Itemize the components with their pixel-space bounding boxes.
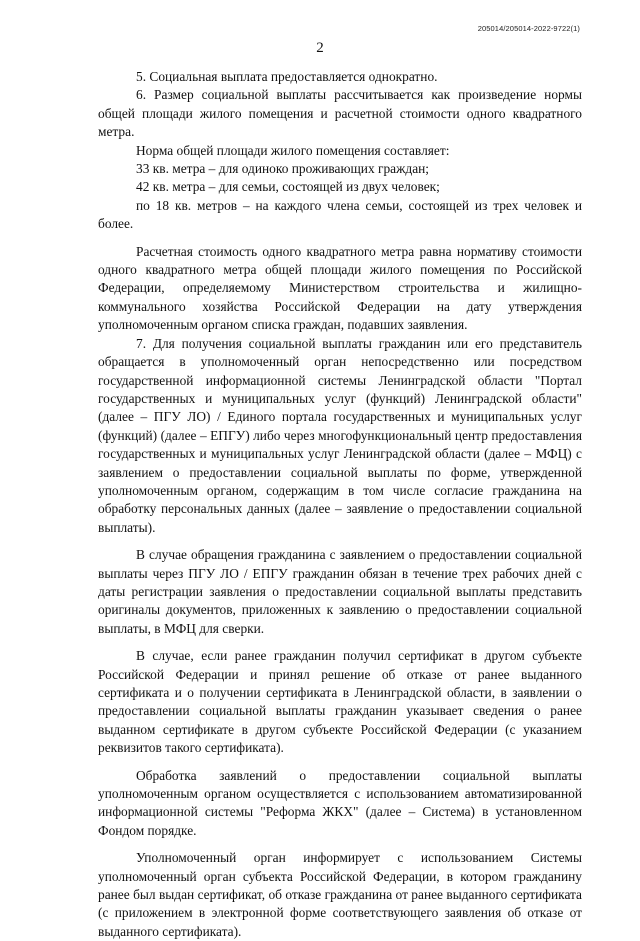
document-body — [98, 68, 582, 941]
area-norm-single: 33 кв. метра – для одиноко проживающих граждан; — [136, 161, 430, 177]
area-norm-three-plus: по 18 кв. метров – на каждого члена семьи, состоящей из трех человек и более. — [98, 197, 582, 232]
area-norm-two: 42 кв. метра – для семьи, состоящей из двух человек; — [136, 179, 440, 195]
paragraph-7: 7. Для получения социальной выплаты гражданин или его представитель обращается в уполномоченный орган непосредственно или посредством государственной информационной системы Ленинградской области "Портал государственных и муниципальных услуг (функций) Ленинградской области" (далее – ПГУ ЛО) / Единого портала государственных и муниципальных услуг (функций) (далее – ЕПГУ) либо через многофункциональный центр предоставления государственных и муниципальных услуг Ленинградской области (далее – МФЦ) с заявлением о предоставлении социальной выплаты по форме, утвержденной уполномоченным органом, содержащим в том числе согласие гражданина на обработку персональных данных (далее – заявление о предоставлении социальной выплаты). — [98, 335, 582, 535]
paragraph-notification: Уполномоченный орган информирует с использованием Системы уполномоченный орган субъекта Российской Федерации, в котором гражданину ранее был выдан сертификат, об отказе гражданина от ранее выданного сертификата (с приложением в электронной форме соответствующего заявления об отказе от выданного сертификата). — [98, 850, 582, 939]
paragraph-previous-certificate: В случае, если ранее гражданин получил сертификат в другом субъекте Российской Федерации и принял решение об отказе от ранее выданного сертификата и о получении сертификата в Ленинградской области, в заявлении о предоставлении социальной выплаты гражданин указывает сведения о ранее выданном сертификате в другом субъекте Российской Федерации (с указанием реквизитов такого сертификата). — [98, 648, 582, 756]
document-id: 205014/205014-2022-9722(1) — [477, 24, 580, 33]
paragraph-5: 5. Социальная выплата предоставляется однократно. — [136, 69, 438, 84]
paragraph-cost-per-meter: Расчетная стоимость одного квадратного метра равна нормативу стоимости одного квадратного метра общей площади жилого помещения по Российской Федерации, определяемому Министерством строительства и жилищно-коммунального хозяйства Российской Федерации на дату утверждения уполномоченным органом списка граждан, подавших заявления. — [98, 243, 582, 333]
paragraph-system-processing: Обработка заявлений о предоставлении социальной выплаты уполномоченным органом осуществляется с использованием автоматизированной информационной системы "Реформа ЖКХ" (далее – Система) в установленном Фондом порядке. — [98, 767, 582, 838]
area-norm-intro: Норма общей площади жилого помещения составляет: — [136, 142, 450, 158]
paragraph-online-application: В случае обращения гражданина с заявлением о предоставлении социальной выплаты через ПГУ ЛО / ЕПГУ гражданин обязан в течение трех рабочих дней с даты регистрации заявления о предоставлении социальной выплаты представить оригиналы документов, приложенных к заявлению о предоставлении социальной выплаты, в МФЦ для сверки. — [98, 547, 582, 636]
paragraph-6: 6. Размер социальной выплаты рассчитывается как произведение нормы общей площади жилого помещения и расчетной стоимости одного квадратного метра. — [98, 87, 582, 140]
page-number: 2 — [316, 40, 324, 56]
